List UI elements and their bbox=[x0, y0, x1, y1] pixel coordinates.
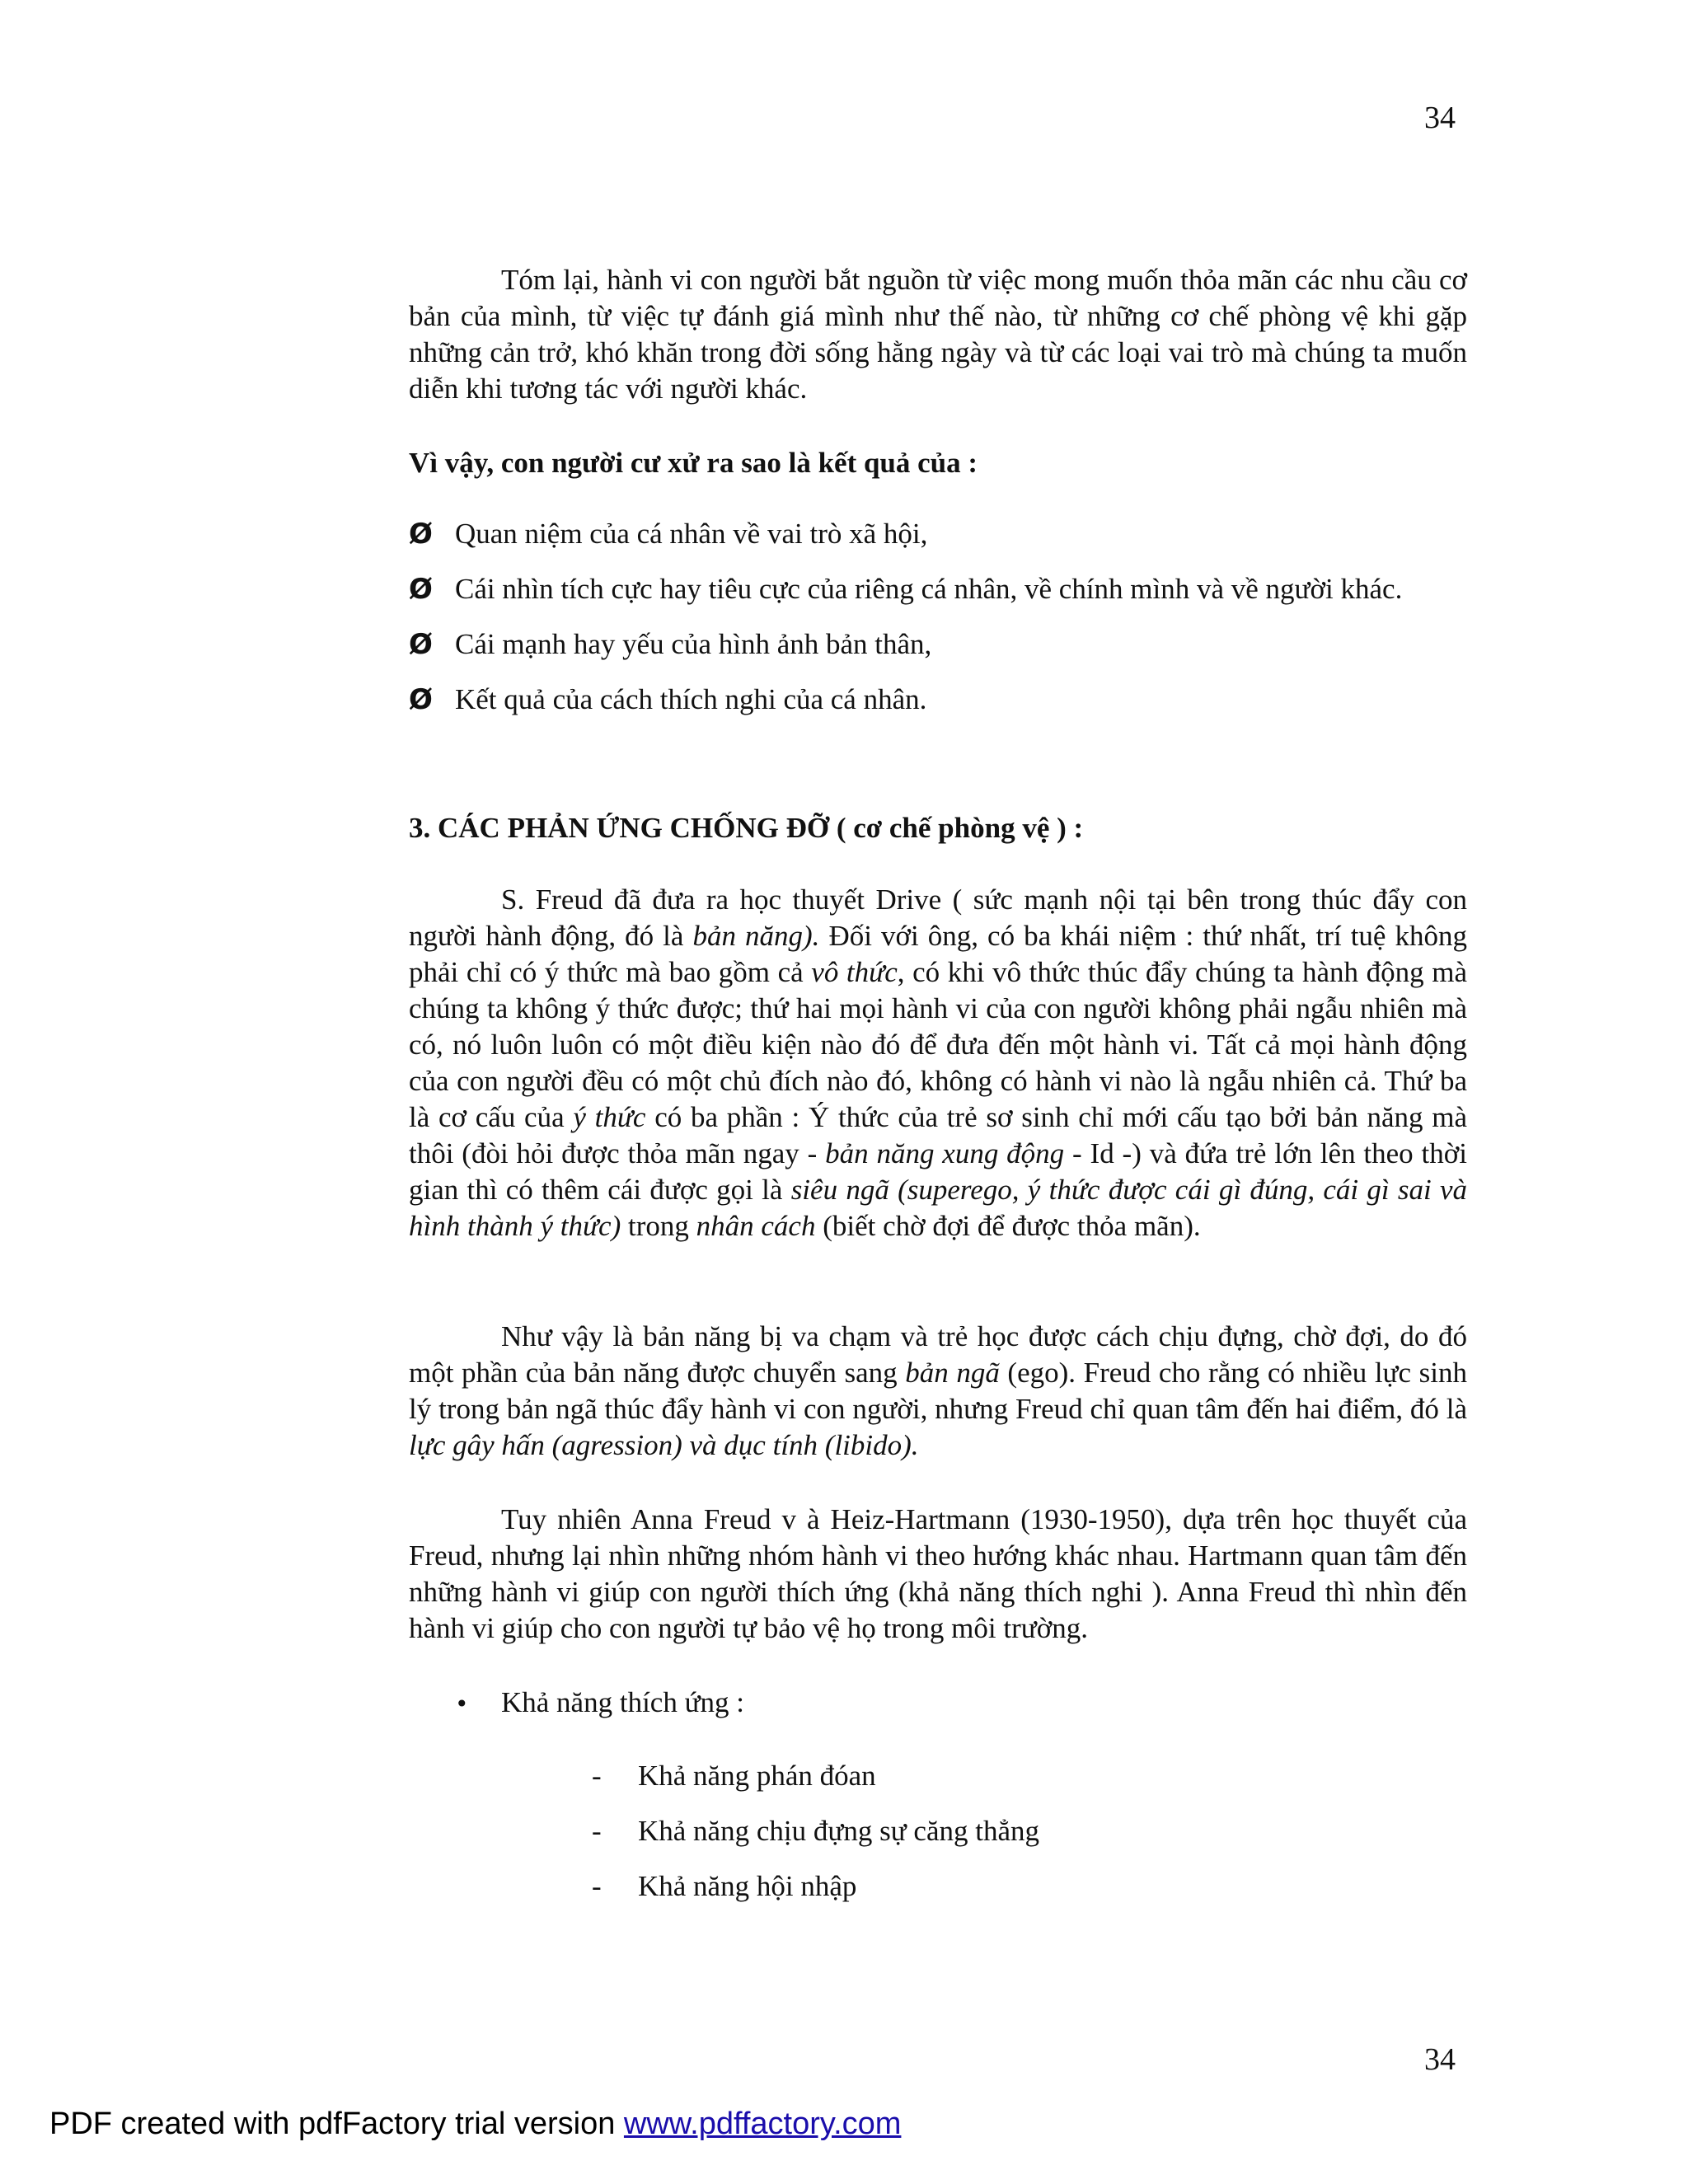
ego-italic-1: bản ngã bbox=[905, 1357, 1000, 1389]
result-item-1 bbox=[409, 516, 927, 552]
pdf-footer bbox=[49, 2107, 901, 2142]
result-item-3 bbox=[409, 626, 931, 663]
freud-text-4: có ba phần : Ý thức của trẻ sơ sinh chỉ mới cấu tạo bởi bản năng mà thôi (đòi hỏi được thỏa mãn ngay - bbox=[409, 1101, 1467, 1169]
adapt-item-text: Khả năng chịu đựng sự căng thẳng bbox=[638, 1815, 1039, 1847]
freud-italic-5: siêu ngã (superego, ý thức được cái gì đúng, cái gì sai và hình thành ý thức) bbox=[409, 1174, 1468, 1242]
footer-text: PDF created with pdfFactory trial version bbox=[49, 2107, 624, 2141]
page-number-bottom: 34 bbox=[1424, 2042, 1456, 2077]
adapt-label: Khả năng thích ứng : bbox=[501, 1686, 745, 1718]
dash-icon: - bbox=[592, 1815, 602, 1847]
freud-text-7: (biết chờ đợi để được thỏa mãn). bbox=[815, 1210, 1201, 1242]
adapt-heading-item bbox=[455, 1685, 744, 1722]
result-item-4 bbox=[409, 682, 926, 718]
result-text: Quan niệm của cá nhân về vai trò xã hội, bbox=[455, 518, 928, 550]
freud-text-6: trong bbox=[621, 1210, 696, 1242]
bullet-icon: Ø bbox=[409, 518, 433, 551]
conclusion-heading: Vì vậy, con người cư xử ra sao là kết quả của : bbox=[409, 447, 978, 479]
section-heading: 3. CÁC PHẢN ỨNG CHỐNG ĐỠ ( cơ chế phòng vệ ) : bbox=[409, 812, 1084, 844]
ego-italic-2: lực gây hấn (agression) và dục tính (libido). bbox=[409, 1429, 919, 1461]
freud-text-3: , có khi vô thức thúc đẩy chúng ta hành động mà chúng ta không ý thức được; thứ hai mọi hành vi của con người không phải ngẫu nhiên mà có, nó luôn luôn có một điều kiện nào đó để đưa đến một hành vi. Tất cả mọi hành động của con người đều có một chủ đích nào đó, không có hành vi nào là ngẫu nhiên cả. Thứ ba là cơ cấu của bbox=[409, 956, 1467, 1133]
freud-text-2: Đối với ông, có ba khái niệm : thứ nhất, trí tuệ không phải chỉ có ý thức mà bao gồm cả bbox=[409, 920, 1468, 988]
freud-text-5: - Id -) và đứa trẻ lớn lên theo thời gian thì có thêm cái được gọi là bbox=[409, 1137, 1467, 1206]
freud-text-1: S. Freud đã đưa ra học thuyết Drive ( sức mạnh nội tại bên trong thúc đẩy con người hành động, đó là bbox=[409, 883, 1467, 952]
freud-italic-6: nhân cách bbox=[696, 1210, 816, 1242]
result-item-2 bbox=[409, 571, 1402, 607]
freud-italic-4: bản năng xung động bbox=[825, 1137, 1065, 1169]
freud-italic-3: ý thức bbox=[573, 1101, 646, 1133]
footer-link[interactable]: www.pdffactory.com bbox=[623, 2107, 902, 2141]
dash-icon: - bbox=[592, 1870, 602, 1902]
adapt-item-text: Khả năng hội nhập bbox=[638, 1870, 857, 1902]
summary-paragraph: Tóm lại, hành vi con người bắt nguồn từ việc mong muốn thỏa mãn các nhu cầu cơ bản của mình, từ việc tự đánh giá mình như thế nào, từ những cơ chế phòng vệ khi gặp những cản trở, khó khăn trong đời sống hằng ngày và từ các loại vai trò mà chúng ta muốn diễn khi tương tác với người khác. bbox=[409, 264, 1467, 405]
freud-paragraph bbox=[409, 882, 1467, 1244]
result-text: Kết quả của cách thích nghi của cá nhân. bbox=[455, 683, 927, 715]
ego-text-1: Như vậy là bản năng bị va chạm và trẻ học được cách chịu đựng, chờ đợi, do đó một phần của bản năng được chuyển sang bbox=[409, 1320, 1467, 1389]
bullet-dot-icon: • bbox=[455, 1690, 469, 1718]
ego-paragraph bbox=[409, 1319, 1467, 1464]
hartmann-paragraph: Tuy nhiên Anna Freud v à Heiz-Hartmann (1930-1950), dựa trên học thuyết của Freud, nhưng lại nhìn những nhóm hành vi theo hướng khác nhau. Hartmann quan tâm đến những hành vi giúp con người thích ứng (khả năng thích nghi ). Anna Freud thì nhìn đến hành vi giúp cho con người tự bảo vệ họ trong môi trường. bbox=[409, 1503, 1467, 1644]
freud-italic-2: vô thức bbox=[811, 956, 898, 988]
adapt-item-3 bbox=[592, 1868, 856, 1905]
result-text: Cái mạnh hay yếu của hình ảnh bản thân, bbox=[455, 628, 932, 660]
adapt-item-1 bbox=[592, 1758, 876, 1794]
bullet-icon: Ø bbox=[409, 628, 433, 661]
result-text: Cái nhìn tích cực hay tiêu cực của riêng cá nhân, về chính mình và về người khác. bbox=[455, 573, 1403, 605]
adapt-item-2 bbox=[592, 1813, 1039, 1849]
adapt-item-text: Khả năng phán đóan bbox=[638, 1760, 876, 1792]
dash-icon: - bbox=[592, 1760, 602, 1792]
bullet-icon: Ø bbox=[409, 683, 433, 716]
page-number-top: 34 bbox=[1424, 101, 1456, 135]
ego-text-2: (ego). Freud cho rằng có nhiều lực sinh lý trong bản ngã thúc đẩy hành vi con người, nhưng Freud chỉ quan tâm đến hai điểm, đó là bbox=[409, 1357, 1468, 1425]
freud-italic-1: bản năng). bbox=[692, 920, 820, 952]
bullet-icon: Ø bbox=[409, 573, 433, 606]
